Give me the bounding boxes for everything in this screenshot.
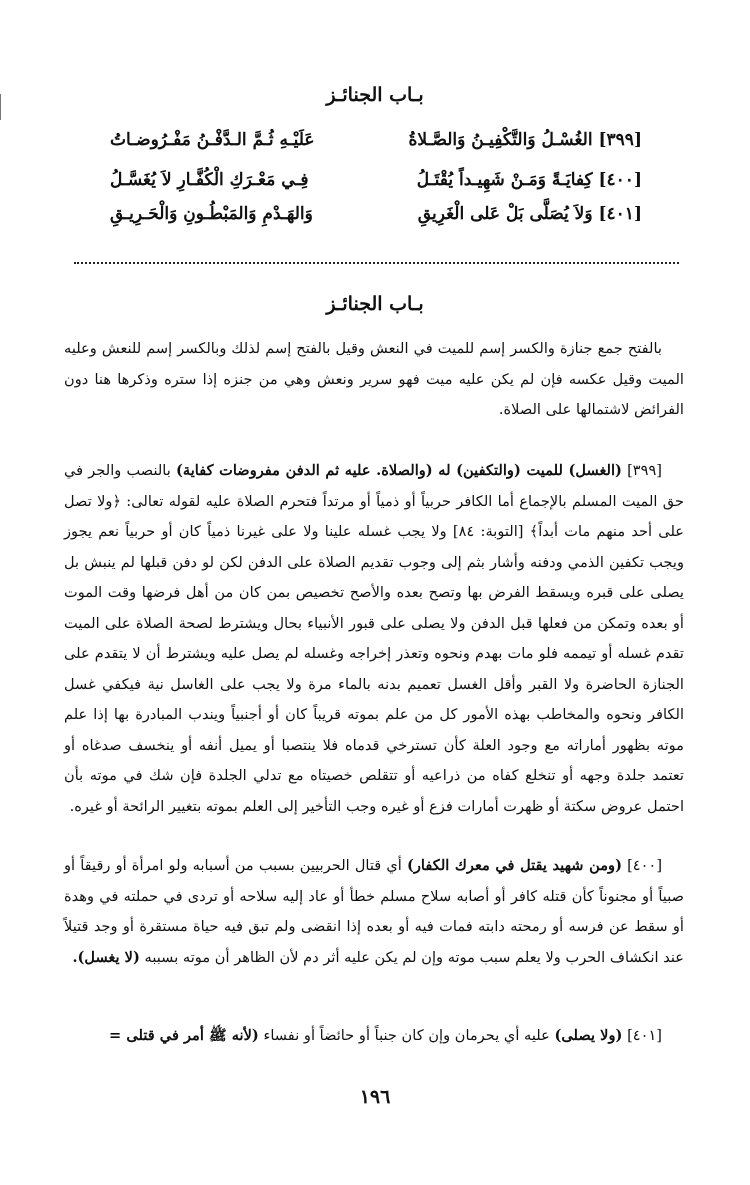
paragraph-399 — [64, 456, 684, 822]
paragraph-text: أي قتال الحربيين بسبب من أسبابه ولو امرأة أو رقيقاً أو صبياً أو مجنوناً كأن قتله كافر أو أصابه سلاح مسلم خطأ أو عاد إليه سلاحه أو تردى في حملته في وهدة أو سقط عن فرسه أو رمحته دابته فمات فيه أو بعده إذا انقضى ولم تبق فيه حياة مستقرة أو وجد قتيلاً عند انكشاف الحرب ولا يعلم سبب موته وإن لم يكن عليه أثر دم لأن الظاهر أن موته بسببه — [64, 857, 684, 966]
page-number: ١٩٦ — [359, 1086, 391, 1108]
verse-number: [٣٩٩] — [598, 130, 642, 150]
paragraph-text: عليه أي يحرمان وإن كان جنباً أو حائضاً أو نفساء — [263, 1027, 550, 1044]
intro-text: بالفتح جمع جنازة والكسر إسم للميت في النعش وقيل بالفتح إسم لذلك وبالكسر إسم للنعش وعليه الميت وقيل عكسه فإن لم يكن عليه ميت فهو سرير ونعش وهي من جنزه إذا ستره وذكرها هنا دون الفرائض لاشتمالها على الصلاة. — [64, 340, 684, 418]
paragraph-number: [٤٠٠] — [627, 857, 663, 874]
verse-text: الغُسْـلُ وَالتَّكْفِيـنُ وَالصَّـلاةُ — [408, 130, 593, 150]
paragraph-closing: (لأنه ﷺ أمر في قتلى = — [109, 1027, 259, 1044]
paragraph-400 — [64, 851, 684, 973]
intro-paragraph — [64, 334, 684, 426]
verse-399-second-hemistich: عَلَيْـهِ ثُـمَّ الـدَّفْـنُ مَفْـرُوضـاتُ — [110, 130, 315, 150]
dotted-divider — [74, 262, 679, 264]
paragraph-401 — [64, 1021, 684, 1052]
paragraph-text: بالنصب والجر في حق الميت المسلم بالإجماع أما الكافر حربياً أو ذمياً أو مرتداً فتحرم الصلاة عليه لقوله تعالى: ﴿ولا تصل على أحد منهم مات أبداً﴾ [التوبة: ٨٤] ولا يجب غسله علينا ولا على غيرنا ذمياً كان أو حربياً نعم يجوز ويجب تكفين الذمي ودفنه وأشار بثم إلى وجوب تقديم الصلاة على الدفن لكن لو دفن قبلها لم ينبش بل يصلى على قبره ويسقط الفرض بها وتصح بعده والأصح تخصيص بمن كان من أهل فرضها وقت الموت أو بعده وتمكن من فعلها قبل الدفن ولا يصلى على قبور الأنبياء بحال ويشترط لصحة الصلاة على الميت تقدم غسله أو تيممه فلو مات بهدم ونحوه وتعذر إخراجه وغسله لم يصل عليه ويشترط أن لا يتقدم على الجنازة الحاضرة ولا القبر وأقل الغسل تعميم بدنه بالماء مرة ولا يجب على الغاسل نية فيكفي غسل الكافر ونحوه والمخاطب بهذه الأمور كل من علم بموته قريباً كان أو أجنبياً ويندب المبادرة بها إذا علم موته بظهور أماراته مع وجود العلة كأن تسترخي قدماه فلا ينتصبا أو يميل أنفه أو ينخسف صدغاه أو تعتمد جلدة وجهه أو تنخلع كفاه من ذراعيه أو تتقلص خصيتاه مع تدلي الجلدة فإن شك في موته بأن احتمل عروض سكتة أو ظهرت أمارات فزع أو غيره وجب التأخير إلى العلم بموته بتغيير الرائحة أو غيره. — [64, 462, 684, 815]
verse-number: [٤٠٠] — [598, 170, 642, 190]
verse-400-second-hemistich: فِـي مَعْـرَكِ الْكُفَّـارِ لاَ يُغَسَّـلُ — [110, 170, 309, 190]
verse-401-first-hemistich — [418, 197, 642, 231]
paragraph-lead: (ومن شهيد يقتل في معرك الكفار) — [406, 857, 622, 874]
verse-text: وَلاَ يُصَلَّى بَلْ عَلى الْغَرِيقِ — [417, 204, 593, 224]
paragraph-number: [٤٠١] — [627, 1027, 662, 1044]
paragraph-number: [٣٩٩] — [627, 462, 662, 479]
verse-number: [٤٠١] — [598, 204, 642, 224]
verse-401-second-hemistich: وَالهَـدْمِ وَالمَبْطُـونِ وَالْحَـرِيـقِ — [110, 204, 313, 224]
paragraph-lead: (ولا يصلى) — [554, 1027, 623, 1044]
commentary-heading: بـاب الجنائـز — [326, 293, 424, 315]
verse-399-first-hemistich — [408, 123, 642, 157]
verse-text: كِفايَـةً وَمَـنْ شَهِيـداً يُقْتَـلُ — [416, 170, 593, 190]
chapter-heading: بـاب الجنائـز — [326, 84, 424, 106]
paragraph-closing: (لا يغسل). — [72, 948, 140, 966]
verse-400-first-hemistich — [417, 163, 642, 197]
paragraph-lead: (الغسل) للميت (والتكفين) له (والصلاة. عليه ثم الدفن مفروضات كفاية) — [175, 462, 622, 479]
